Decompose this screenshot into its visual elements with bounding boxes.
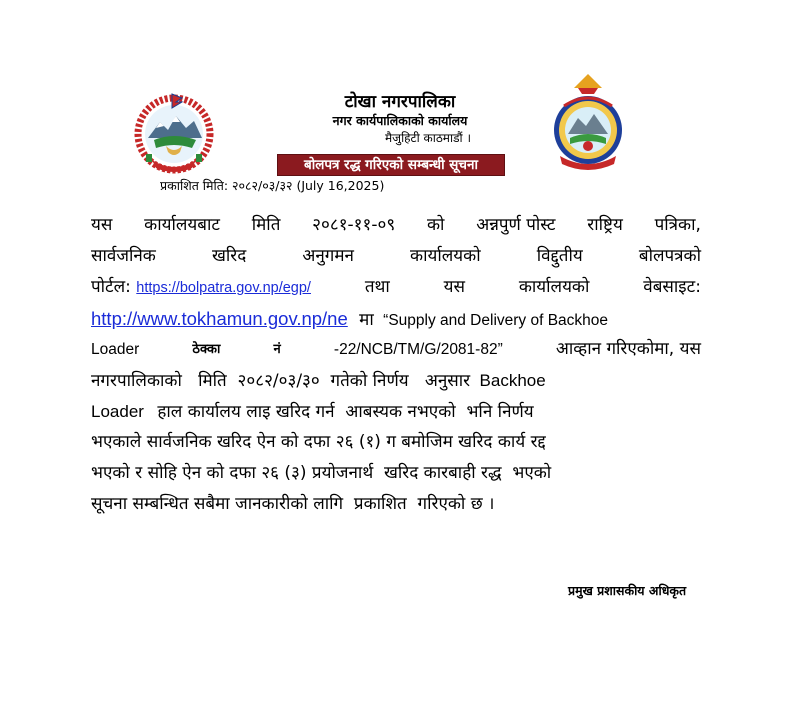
word: मा [359, 310, 374, 330]
office-location: मैजुहिटी काठमाडौं । [384, 131, 471, 145]
body-line-7 [91, 396, 701, 427]
word: आव्हान गरिएकोमा, यस [555, 339, 701, 359]
word: को [426, 215, 445, 235]
body-line-6 [91, 365, 701, 396]
line-text: नगरपालिकाको मिति २०८२/०३/३० गतेको निर्णय अनुसार [91, 371, 471, 391]
letterhead [250, 92, 550, 147]
word: यस [443, 277, 465, 297]
word: वेबसाइट: [643, 277, 701, 297]
body-line-4 [91, 303, 701, 334]
word: Backhoe [479, 371, 546, 390]
notice-body [91, 210, 701, 520]
notice-title-banner: बोलपत्र रद्ध गरिएको सम्बन्धी सूचना [277, 154, 505, 176]
word: तथा [364, 277, 390, 297]
body-line-10: सूचना सम्बन्धित सबैमा जानकारीको लागि प्रकाशित गरिएको छ । [91, 494, 495, 514]
word: विद्दुतीय [536, 246, 583, 266]
word: मिति [251, 215, 281, 235]
tender-code: -22/NCB/TM/G/2081-82” [333, 341, 503, 358]
word: २०८१-११-०९ [312, 215, 396, 235]
word: कार्यालयबाट [144, 215, 220, 235]
word: खरिद [211, 246, 247, 266]
word: नं [273, 342, 281, 357]
line-text: हाल कार्यालय लाइ खरिद गर्न आबस्यक नभएको भनि निर्णय [157, 402, 534, 422]
municipality-name: टोखा नगरपालिका [344, 92, 456, 112]
body-line-2 [91, 241, 701, 272]
word: पत्रिका, [654, 215, 701, 235]
word: ठेक्का [192, 342, 221, 357]
word: राष्ट्रिय [587, 215, 623, 235]
portal-label: पोर्टल: https://bolpatra.gov.np/egp/ [91, 277, 311, 297]
body-line-3 [91, 272, 701, 303]
signatory-title: प्रमुख प्रशासकीय अधिकृत [568, 583, 687, 598]
tokha-website-link[interactable]: http://www.tokhamun.gov.np/ne [91, 308, 348, 329]
body-line-8: भएकाले सार्वजनिक खरिद ऐन को दफा २६ (१) ग बमोजिम खरिद कार्य रद्द [91, 432, 546, 452]
tokha-municipality-logo-icon [548, 72, 628, 172]
word: यस [91, 215, 113, 235]
tender-title: “Supply and Delivery of Backhoe [383, 312, 609, 329]
word: बोलपत्रको [638, 246, 701, 266]
word: अन्नपुर्ण पोस्ट [476, 215, 556, 235]
nepal-emblem-icon [126, 88, 222, 174]
body-line-1 [91, 210, 701, 241]
word: Loader [91, 341, 140, 358]
word: अनुगमन [302, 246, 354, 266]
body-line-9: भएको र सोहि ऐन को दफा २६ (३) प्रयोजनार्थ खरिद कारबाही रद्ध भएको [91, 463, 552, 483]
word: सार्वजनिक [91, 246, 156, 266]
bolpatra-link[interactable]: https://bolpatra.gov.np/egp/ [136, 280, 311, 296]
word: कार्यालयको [518, 277, 590, 297]
body-line-5 [91, 334, 701, 365]
published-date: प्रकाशित मिति: २०८२/०३/३२ (July 16,2025) [160, 178, 385, 193]
word: Loader [91, 402, 144, 421]
office-name: नगर कार्यपालिकाको कार्यालय [332, 113, 468, 128]
word: कार्यालयको [410, 246, 481, 266]
